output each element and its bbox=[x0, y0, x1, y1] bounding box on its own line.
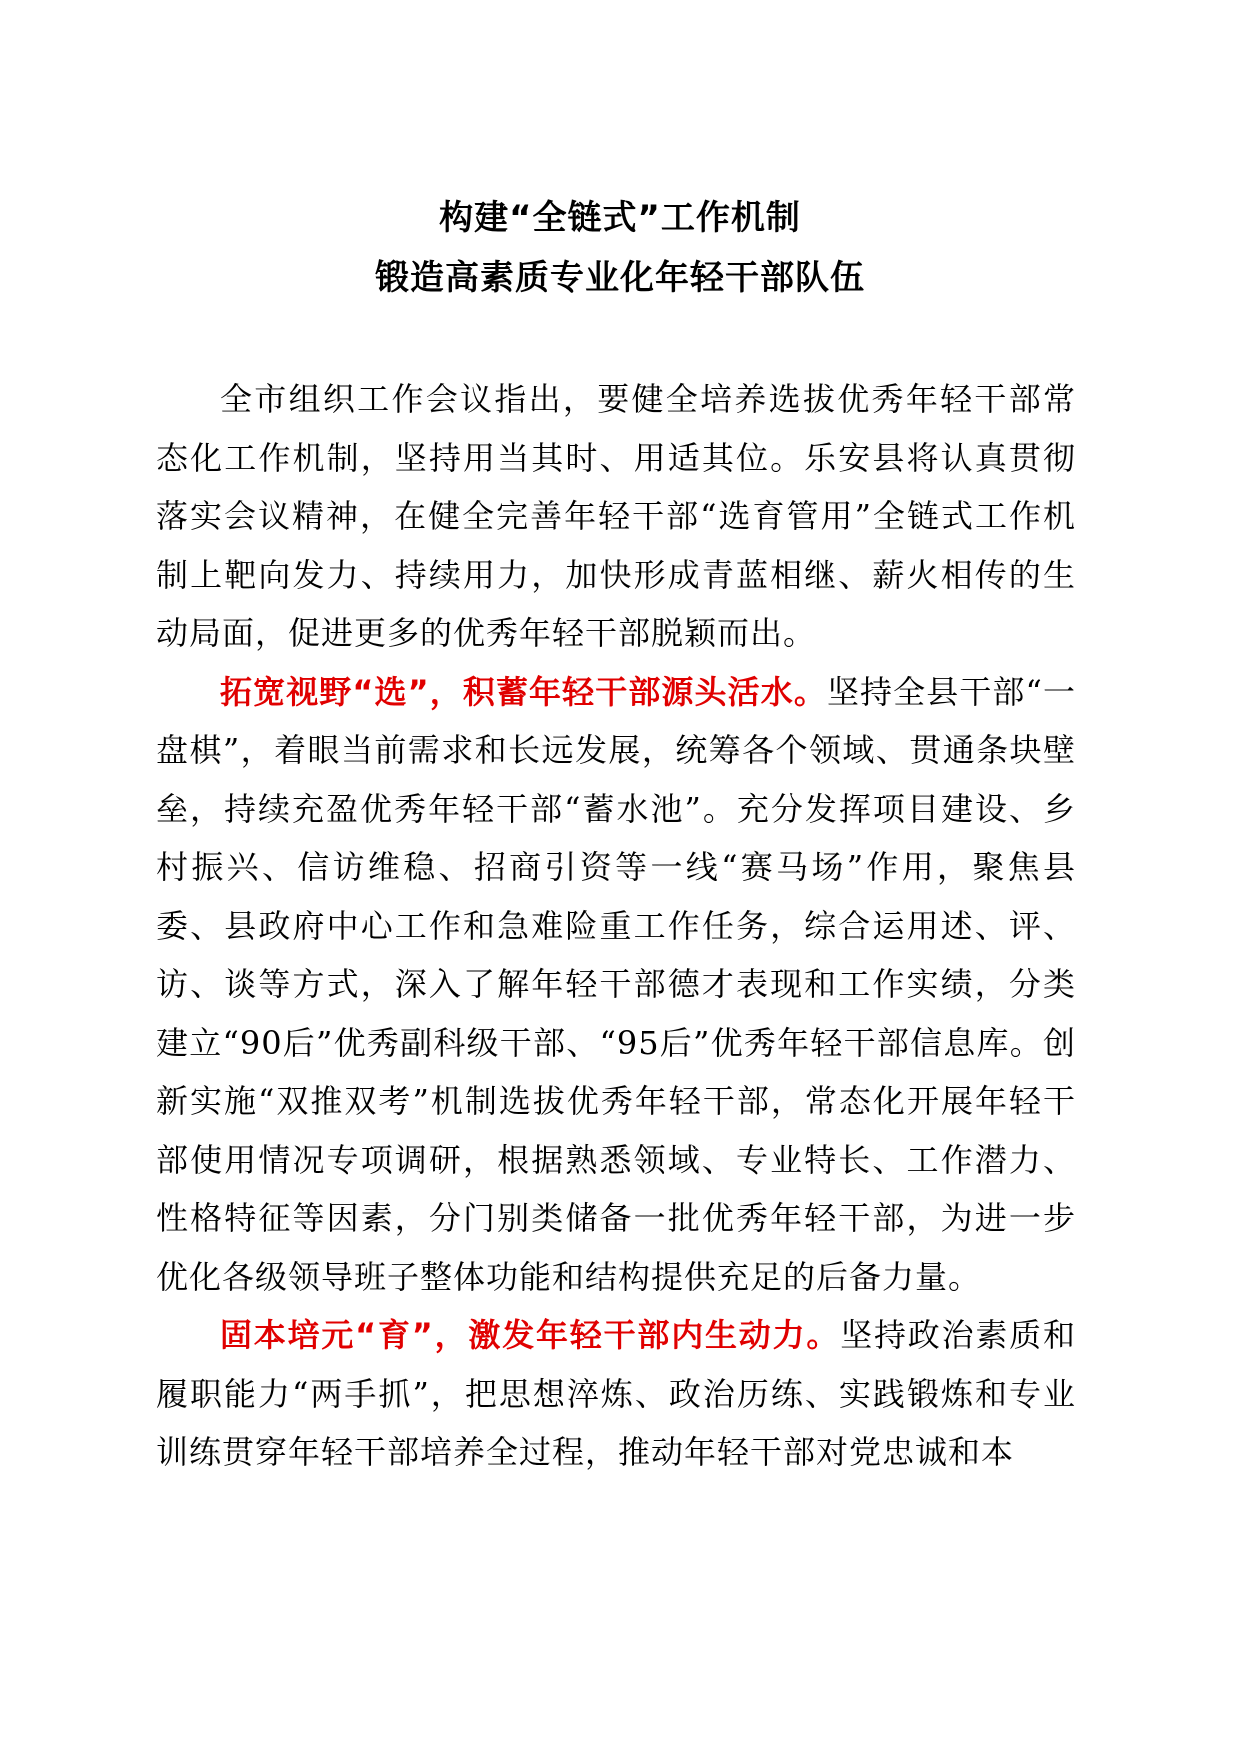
document-body bbox=[156, 370, 1076, 1482]
title-line-1: 构建“全链式”工作机制 bbox=[439, 198, 801, 238]
section-1-text: 坚持全县干部“一盘棋”，着眼当前需求和长远发展，统筹各个领域、贯通条块壁垒，持续充盈优秀年轻干部“蓄水池”。充分发挥项目建设、乡村振兴、信访维稳、招商引资等一线“赛马场”作用，聚焦县委、县政府中心工作和急难险重工作任务，综合运用述、评、访、谈等方式，深入了解年轻干部德才表现和工作实绩，分类建立“90后”优秀副科级干部、“95后”优秀年轻干部信息库。创新实施“双推双考”机制选拔优秀年轻干部，常态化开展年轻干部使用情况专项调研，根据熟悉领域、专业特长、工作潜力、性格特征等因素，分门别类储备一批优秀年轻干部，为进一步优化各级领导班子整体功能和结构提供充足的后备力量。 bbox=[156, 672, 1076, 1296]
section-1-heading: 拓宽视野“选”，积蓄年轻干部源头活水。 bbox=[220, 672, 827, 711]
section-2-paragraph bbox=[156, 1306, 1076, 1482]
section-2-heading: 固本培元“育”，激发年轻干部内生动力。 bbox=[220, 1316, 841, 1354]
section-1-paragraph bbox=[156, 663, 1076, 1307]
document-title bbox=[0, 188, 1240, 308]
title-line-2: 锻造高素质专业化年轻干部队伍 bbox=[375, 258, 865, 298]
intro-paragraph: 全市组织工作会议指出，要健全培养选拔优秀年轻干部常态化工作机制，坚持用当其时、用适其位。乐安县将认真贯彻落实会议精神，在健全完善年轻干部“选育管用”全链式工作机制上靶向发力、持续用力，加快形成青蓝相继、薪火相传的生动局面，促进更多的优秀年轻干部脱颖而出。 bbox=[156, 380, 1076, 652]
section-2-text: 坚持政治素质和履职能力“两手抓”，把思想淬炼、政治历练、实践锻炼和专业训练贯穿年轻干部培养全过程，推动年轻干部对党忠诚和本 bbox=[156, 1316, 1076, 1471]
